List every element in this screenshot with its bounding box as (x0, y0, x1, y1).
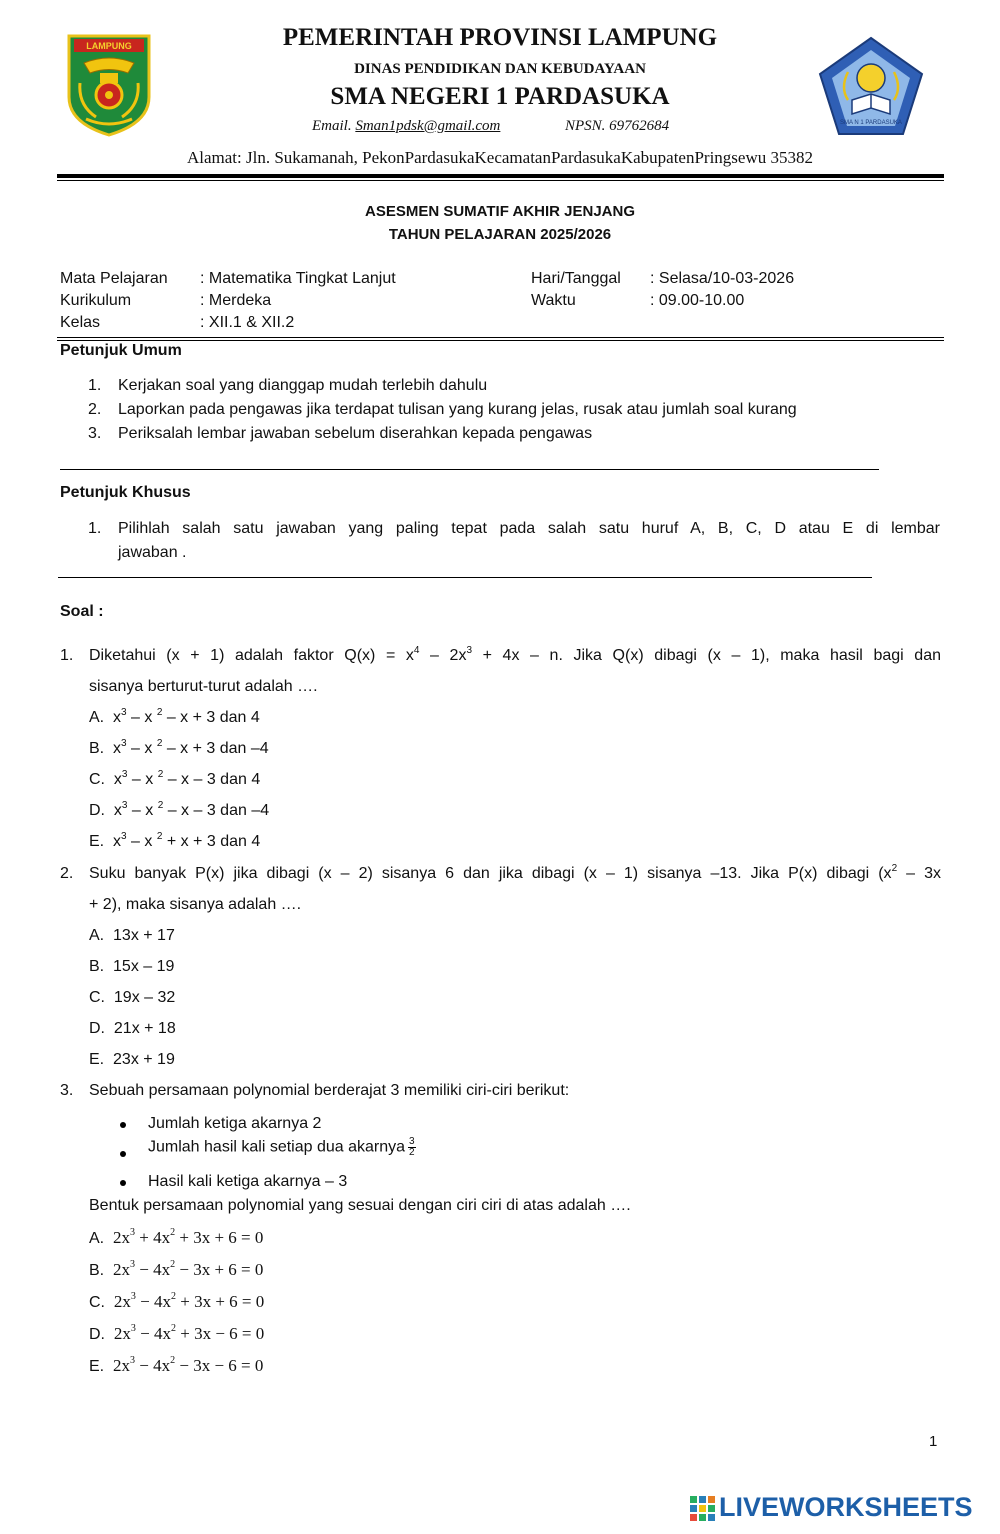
kurikulum-value: : Merdeka (200, 292, 272, 309)
q3-option-d[interactable]: D. $2x^3 - 4x^2 + 3x - 6 = 0$ (89, 1323, 265, 1343)
waktu-value: : 09.00-10.00 (650, 292, 745, 309)
q1-option-e[interactable]: E. $x^3$ – x $^2$ + x + 3 dan 4 (89, 830, 261, 850)
kurikulum-label: Kurikulum (60, 292, 132, 309)
q2-option-b[interactable]: B. 15x – 19 (89, 958, 175, 975)
umum-num-1: 1. (88, 377, 102, 394)
gov-title: PEMERINTAH PROVINSI LAMPUNG (282, 24, 718, 51)
q3-option-b[interactable]: B. $2x^3 - 4x^2 - 3x + 6 = 0$ (89, 1259, 264, 1279)
q2-stem-line2: + 2), maka sisanya adalah …. (89, 896, 302, 913)
soal-heading: Soal : (60, 603, 104, 620)
kelas-value: : XII.1 & XII.2 (200, 314, 295, 331)
q1-option-b[interactable]: B. $x^3$ – x $^2$ – x + 3 dan –4 (89, 737, 269, 757)
q1-option-a[interactable]: A. $x^3$ – x $^2$ – x + 3 dan 4 (89, 706, 260, 726)
petunjuk-umum-heading: Petunjuk Umum (60, 342, 182, 359)
q3-number: 3. (60, 1082, 74, 1099)
umum-text-3: Periksalah lembar jawaban sebelum diserahkan kepada pengawas (118, 425, 593, 442)
fraction-three-halves: $\frac{3}{2}$ (409, 1136, 415, 1158)
khusus-text-line2: jawaban . (118, 544, 187, 561)
school-title: SMA NEGERI 1 PARDASUKA (330, 83, 670, 110)
umum-text-1: Kerjakan soal yang dianggap mudah terlebih dahulu (118, 377, 488, 394)
info-divider-2 (57, 340, 944, 341)
q1-stem-line1: Diketahui (x + 1) adalah faktor $Q(x) = x^4 - 2x^3 + 4x - n$. Jika Q(x) dibagi (x – 1), maka hasil bagi dan (89, 644, 941, 664)
q3-bullet-1: Jumlah ketiga akarnya 2 (148, 1115, 322, 1132)
q2-option-c[interactable]: C. 19x – 32 (89, 989, 176, 1006)
exam-year: TAHUN PELAJARAN 2025/2026 (388, 226, 612, 243)
email-line (312, 118, 500, 135)
q1-option-d[interactable]: D. $x^3$ – x $^2$ – x – 3 dan –4 (89, 799, 270, 819)
svg-text:LAMPUNG: LAMPUNG (86, 41, 132, 51)
khusus-divider (58, 577, 872, 578)
q3-bullet-2: Jumlah hasil kali setiap dua akarnya $\frac{3}{2}$ (148, 1136, 415, 1158)
q2-option-d[interactable]: D. 21x + 18 (89, 1020, 176, 1037)
bullet-icon (120, 1151, 126, 1157)
q2-option-e[interactable]: E. 23x + 19 (89, 1051, 175, 1068)
bullet-icon (120, 1180, 126, 1186)
tanggal-label: Hari/Tanggal (531, 270, 621, 287)
header-divider-thick (57, 174, 944, 178)
q2-option-a[interactable]: A. 13x + 17 (89, 927, 175, 944)
q2-number: 2. (60, 865, 74, 882)
khusus-num-1: 1. (88, 520, 102, 537)
header-divider-thin (57, 180, 944, 181)
khusus-text-line1: Pilihlah salah satu jawaban yang paling tepat pada salah satu huruf A, B, C, D atau E di lembar (118, 520, 940, 537)
school-logo (818, 36, 924, 136)
school-logo-text: SMA N 1 PARDASUKA (840, 120, 902, 126)
q3-stem: Sebuah persamaan polynomial berderajat 3 memiliki ciri-ciri berikut: (89, 1082, 570, 1099)
q2-stem-line1: Suku banyak P(x) jika dibagi (x – 2) sisanya 6 dan jika dibagi (x – 1) sisanya –13. Jika P(x) dibagi ($x^2 - 3x$ (89, 862, 941, 882)
info-divider-1 (57, 337, 944, 338)
umum-num-2: 2. (88, 401, 102, 418)
waktu-label: Waktu (531, 292, 576, 309)
tanggal-value: : Selasa/10-03-2026 (650, 270, 795, 287)
q3-option-c[interactable]: C. $2x^3 - 4x^2 + 3x + 6 = 0$ (89, 1291, 265, 1311)
bullet-icon (120, 1122, 126, 1128)
email-label: Email. (312, 118, 352, 134)
mapel-label: Mata Pelajaran (60, 270, 168, 287)
q3-option-a[interactable]: A. $2x^3 + 4x^2 + 3x + 6 = 0$ (89, 1227, 264, 1247)
email-link[interactable]: Sman1pdsk@gmail.com (355, 118, 501, 134)
q3-bullet-3: Hasil kali ketiga akarnya – 3 (148, 1173, 348, 1190)
q3-option-e[interactable]: E. $2x^3 - 4x^2 - 3x - 6 = 0$ (89, 1355, 264, 1375)
petunjuk-khusus-heading: Petunjuk Khusus (60, 484, 191, 501)
agency-title: DINAS PENDIDIKAN DAN KEBUDAYAAN (354, 61, 646, 77)
mapel-value: : Matematika Tingkat Lanjut (200, 270, 396, 287)
liveworksheets-logo-icon (690, 1496, 716, 1522)
exam-title: ASESMEN SUMATIF AKHIR JENJANG (364, 203, 636, 220)
page-number: 1 (929, 1433, 938, 1450)
q1-number: 1. (60, 647, 74, 664)
liveworksheets-watermark[interactable]: LIVEWORKSHEETS (719, 1492, 973, 1522)
q3-closing: Bentuk persamaan polynomial yang sesuai dengan ciri ciri di atas adalah …. (89, 1197, 631, 1214)
q1-option-c[interactable]: C. $x^3$ – x $^2$ – x – 3 dan 4 (89, 768, 261, 788)
umum-num-3: 3. (88, 425, 102, 442)
kelas-label: Kelas (60, 314, 101, 331)
q1-stem-line2: sisanya berturut-turut adalah …. (89, 678, 318, 695)
umum-divider (60, 469, 879, 470)
umum-text-2: Laporkan pada pengawas jika terdapat tulisan yang kurang jelas, rusak atau jumlah soal kurang (118, 401, 797, 418)
npsn: NPSN. 69762684 (565, 118, 670, 134)
address: Alamat: Jln. Sukamanah, PekonPardasukaKecamatanPardasukaKabupatenPringsewu 35382 (186, 148, 813, 167)
